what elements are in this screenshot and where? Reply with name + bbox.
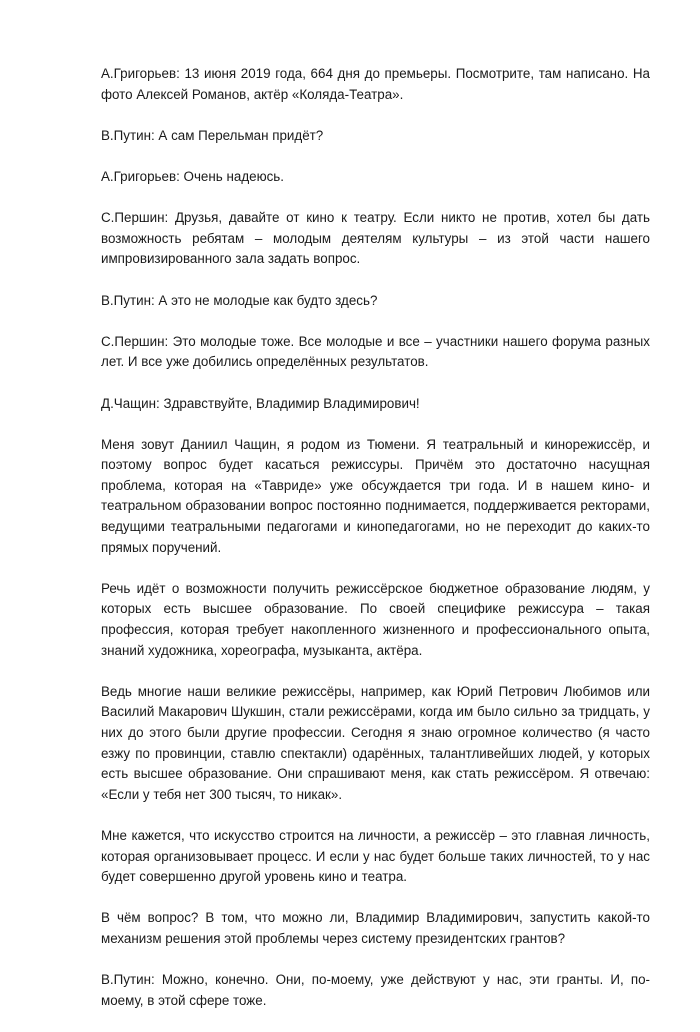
paragraph-grigoriev-premiere: А.Григорьев: 13 июня 2019 года, 664 дня до премьеры. Посмотрите, там написано. На фото Алексей Романов, актёр «Коляда-Театра». bbox=[101, 66, 650, 102]
paragraph-chashchin-question: В чём вопрос? В том, что можно ли, Владимир Владимирович, запустить какой-то механизм решения этой проблемы через систему президентских грантов? bbox=[101, 910, 650, 946]
paragraph-pershin-participants: С.Першин: Это молодые тоже. Все молодые и все – участники нашего форума разных лет. И все уже добились определённых результатов. bbox=[101, 333, 650, 370]
paragraph-putin-young: В.Путин: А это не молодые как будто здесь? bbox=[101, 292, 378, 308]
document-page bbox=[101, 64, 650, 1032]
paragraph-chashchin-greeting: Д.Чащин: Здравствуйте, Владимир Владимирович! bbox=[101, 395, 420, 411]
paragraph-chashchin-directors: Ведь многие наши великие режиссёры, например, как Юрий Петрович Любимов или Василий Макарович Шукшин, стали режиссёрами, когда им было сильно за тридцать, у них до этого были другие профессии. Сегодня я знаю огромное количество (я часто езжу по провинции, ставлю спектакли) одарённых, талантливейших людей, у которых есть высшее образование. Они спрашивают меня, как стать режиссёром. Я отвечаю: «Если у тебя нет 300 тысяч, то никак». bbox=[101, 683, 650, 802]
paragraph-grigoriev-hope: А.Григорьев: Очень надеюсь. bbox=[101, 168, 285, 184]
paragraph-pershin-theatre: С.Першин: Друзья, давайте от кино к театру. Если никто не против, хотел бы дать возможность ребятам – молодым деятелям культуры – из этой части нашего импровизированного зала задать вопрос. bbox=[101, 210, 650, 267]
paragraph-putin-grants: В.Путин: Можно, конечно. Они, по-моему, уже действуют у нас, эти гранты. И, по-моему, в этой сфере тоже. bbox=[101, 972, 650, 1008]
paragraph-putin-perelman: В.Путин: А сам Перельман придёт? bbox=[101, 127, 324, 143]
paragraph-chashchin-intro: Меня зовут Даниил Чащин, я родом из Тюмени. Я театральный и кинорежиссёр, и поэтому вопрос будет касаться режиссуры. Причём это достаточно насущная проблема, которая на «Тавриде» уже обсуждается три года. И в нашем кино- и театральном образовании вопрос постоянно поднимается, поддерживается ректорами, ведущими театральными педагогами и кинопедагогами, но не переходит до каких-то прямых поручений. bbox=[101, 436, 650, 555]
paragraph-chashchin-personality: Мне кажется, что искусство строится на личности, а режиссёр – это главная личность, которая организовывает процесс. И если у нас будет больше таких личностей, то у нас будет совершенно другой уровень кино и театра. bbox=[101, 827, 650, 885]
paragraph-chashchin-education: Речь идёт о возможности получить режиссёрское бюджетное образование людям, у которых есть высшее образование. По своей специфике режиссура – такая профессия, которая требует накопленного жизненного и профессионального опыта, знаний художника, хореографа, музыканта, актёра. bbox=[101, 580, 650, 658]
